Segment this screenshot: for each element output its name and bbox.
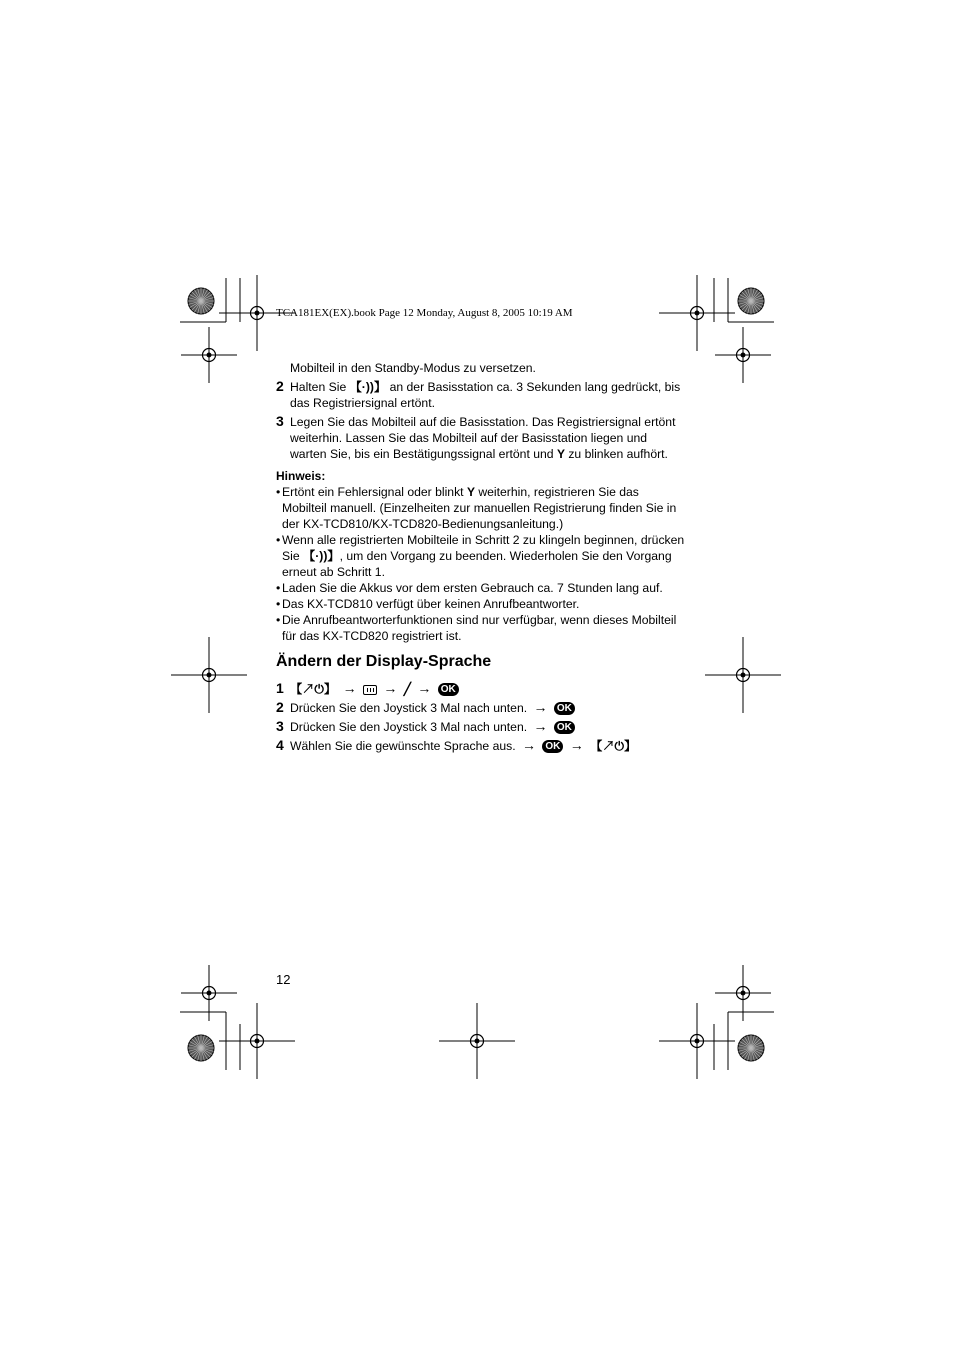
note-title: Hinweis: [276, 469, 326, 483]
bullet-dot: • [276, 581, 281, 595]
bullet-text: Wenn alle registrierten Mobilteile in Schritt 2 zu klingeln beginnen, drücken Sie [282, 533, 685, 563]
page-number: 12 [276, 972, 291, 987]
ok-key-icon: OK [554, 721, 575, 734]
ok-key-icon: OK [554, 702, 575, 715]
bullet-dot: • [276, 485, 281, 499]
step-text-before: Legen Sie das Mobilteil auf die Basisstation. Das Registriersignal ertönt weiterhin. Lassen Sie das Mobilteil auf der Basisstation liegen und warten Sie, bis ein Bestätigungssignal ertönt und [290, 415, 676, 461]
arrow-icon: → [533, 699, 548, 715]
ok-key-icon: OK [542, 740, 563, 753]
note-bullet [276, 612, 686, 644]
op-step-3 [276, 717, 686, 736]
step-2 [276, 379, 686, 411]
arrow-icon: → [569, 737, 584, 753]
step-text-after: an der Basisstation ca. 3 Sekunden lang gedrückt, bis das Registriersignal ertönt. [290, 380, 681, 410]
ok-key-icon: OK [438, 683, 459, 696]
op-step-1 [276, 679, 686, 698]
step-number: 1 [276, 680, 284, 696]
bullet-text: weiterhin, registrieren Sie das Mobilteil manuell. (Einzelheiten zur manuellen Registrierung finden Sie in der KX-TCD810/KX-TCD820-Bedienungsanleitung.) [282, 485, 677, 531]
arrow-icon: → [522, 737, 536, 753]
bullet-dot: • [276, 533, 281, 547]
bullet-text: Laden Sie die Akkus vor dem ersten Gebrauch ca. 7 Stunden lang auf. [282, 581, 663, 595]
step-number: 3 [276, 718, 284, 734]
step-number: 2 [276, 378, 284, 394]
settings-icon: ╱ [403, 682, 411, 696]
bullet-text: , um den Vorgang zu beenden. Wiederholen Sie den Vorgang erneut ab Schritt 1. [282, 549, 672, 579]
antenna-icon: Y [466, 485, 475, 499]
step-text-before: Halten Sie [290, 380, 350, 394]
step-number: 2 [276, 699, 284, 715]
intro-text: Mobilteil in den Standby-Modus zu versetzen. [290, 361, 536, 375]
bullet-dot: • [276, 597, 281, 611]
note-bullet [276, 484, 686, 532]
bullet-text: Das KX-TCD810 verfügt über keinen Anrufbeantworter. [282, 597, 580, 611]
step-text: Wählen Sie die gewünschte Sprache aus. [290, 739, 516, 753]
step-number: 4 [276, 737, 284, 753]
off-key-icon: 【↗⏻】 [590, 739, 637, 753]
bullet-dot: • [276, 613, 281, 627]
print-header: TCA181EX(EX).book Page 12 Monday, August 8, 2005 10:19 AM [276, 307, 573, 319]
page-content [276, 360, 686, 755]
antenna-icon: Y [556, 447, 565, 461]
op-step-4 [276, 736, 686, 755]
arrow-icon: → [417, 680, 432, 696]
step-text: Drücken Sie den Joystick 3 Mal nach unten. [290, 701, 528, 715]
note-bullet [276, 580, 686, 596]
arrow-icon: → [533, 718, 548, 734]
step-text: Drücken Sie den Joystick 3 Mal nach unten. [290, 720, 528, 734]
page-key-icon: 【·))】 [303, 549, 340, 563]
step-number: 3 [276, 413, 284, 429]
page-key-icon: 【·))】 [349, 380, 387, 394]
arrow-icon: → [383, 680, 398, 696]
note-bullet [276, 596, 686, 612]
note-bullet [276, 532, 686, 580]
step-text-after: zu blinken aufhört. [564, 447, 668, 461]
menu-icon [363, 685, 377, 695]
bullet-text: Ertönt ein Fehlersignal oder blinkt [282, 485, 467, 499]
arrow-icon: → [342, 680, 357, 696]
section-heading: Ändern der Display-Sprache [276, 653, 492, 670]
step-3 [276, 414, 686, 462]
bullet-text: Die Anrufbeantworterfunktionen sind nur verfügbar, wenn dieses Mobilteil für das KX-TCD820 registriert ist. [282, 613, 677, 643]
op-step-2 [276, 698, 686, 717]
off-key-icon: 【↗⏻】 [290, 682, 337, 696]
